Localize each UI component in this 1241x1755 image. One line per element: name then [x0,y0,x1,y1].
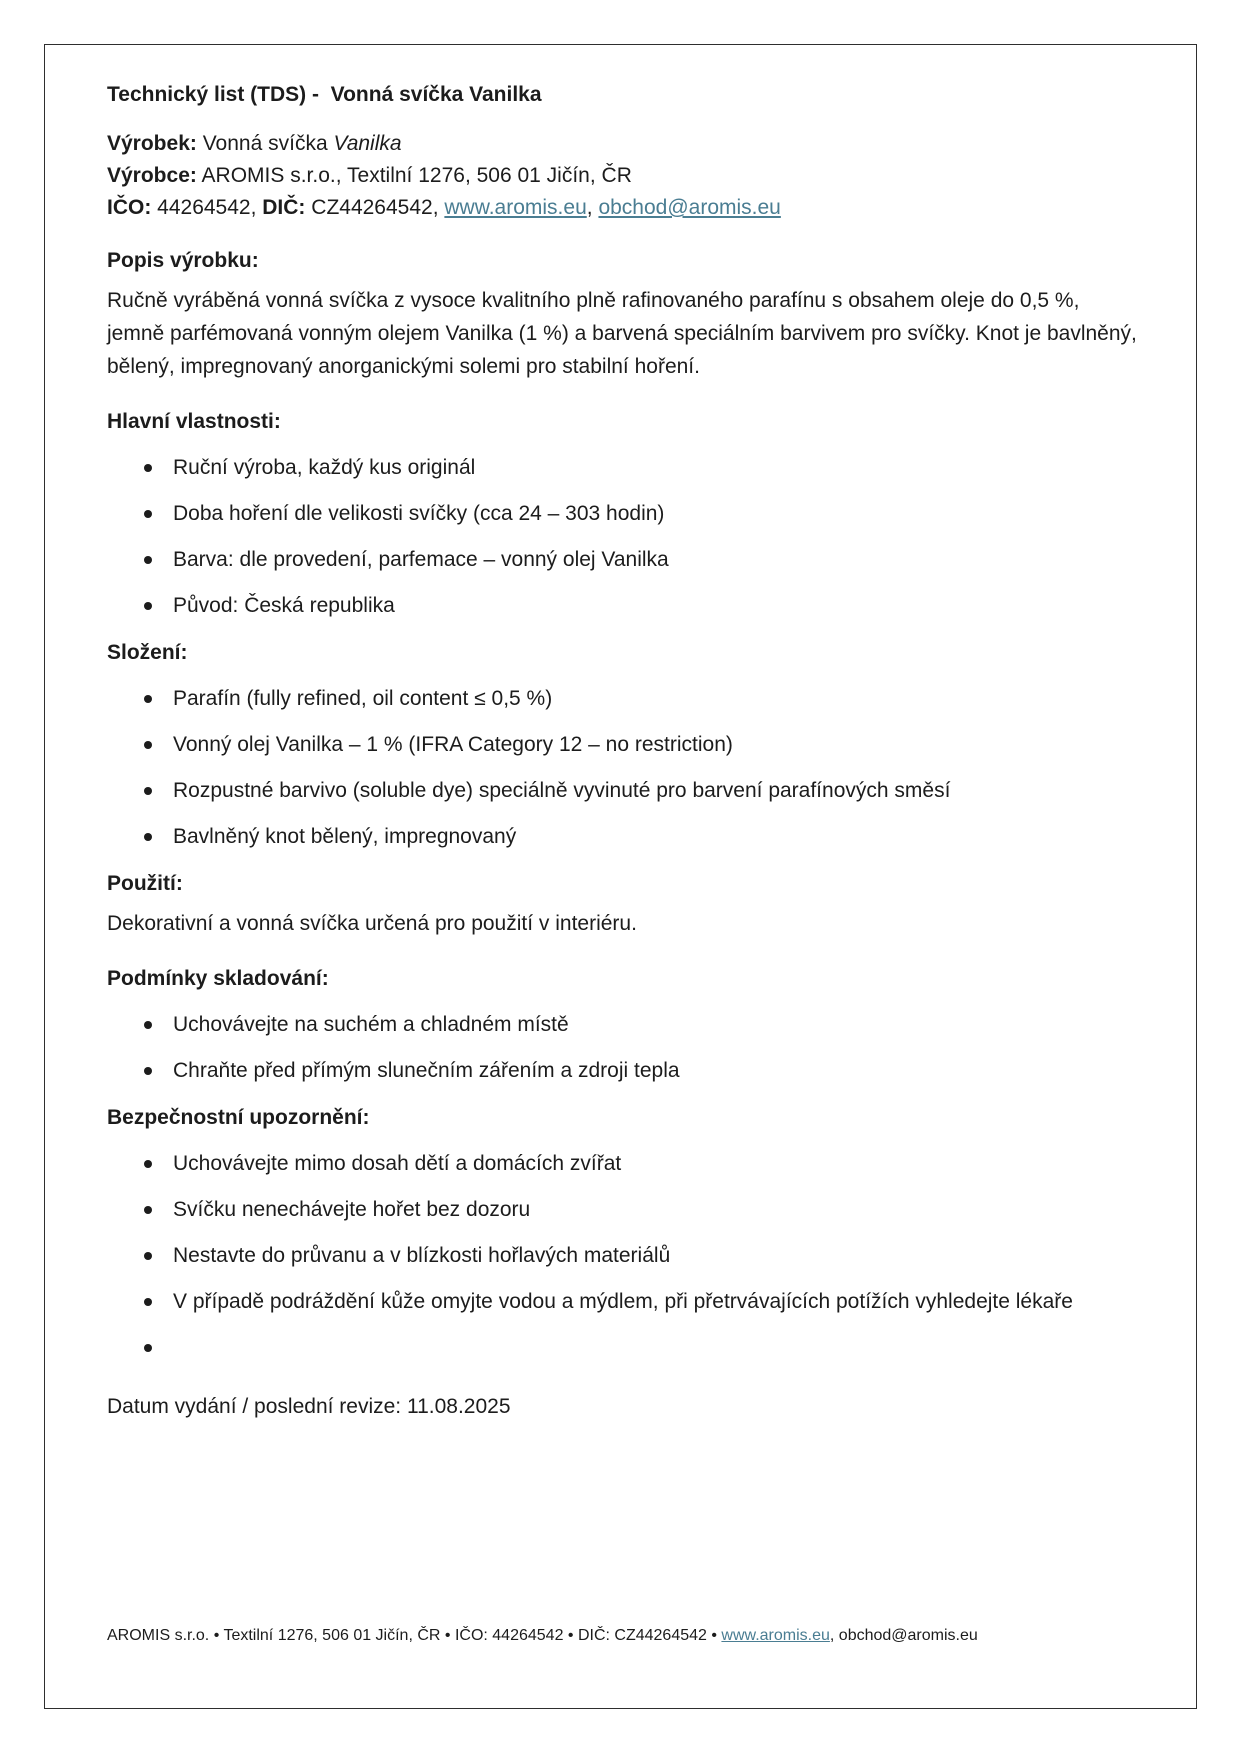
list-item-text: Chraňte před přímým slunečním zářením a zdroji tepla [173,1059,680,1082]
bullet-icon [144,695,152,703]
section-heading-usage: Použití: [107,872,183,895]
list-item-text: Barva: dle provedení, parfemace – vonný olej Vanilka [173,548,669,571]
list-item [107,682,1137,715]
ico-value: 44264542, [151,196,263,219]
email-link[interactable]: obchod@aromis.eu [598,196,781,219]
section-heading-properties: Hlavní vlastnosti: [107,410,281,433]
links-separator: , [586,196,599,219]
bullet-icon [144,741,152,749]
bullet-icon [144,1021,152,1029]
section-heading-composition: Složení: [107,641,188,664]
storage-list [107,1008,1137,1087]
bullet-icon [144,510,152,518]
list-item-text: Původ: Česká republika [173,594,395,617]
document-content [107,80,1143,1444]
list-item [107,543,1137,576]
section-heading-storage: Podmínky skladování: [107,967,329,990]
manufacturer-label: Výrobce: [107,164,197,187]
page-footer [107,1625,1137,1647]
ico-label: IČO: [107,196,152,219]
list-item [107,728,1137,761]
registration-line [107,192,1137,224]
bullet-icon [144,1206,152,1214]
list-item-text: Uchovávejte na suchém a chladném místě [173,1013,569,1036]
list-item-text: Rozpustné barvivo (soluble dye) speciálně vyvinuté pro barvení parafínových směsí [173,779,951,802]
safety-list [107,1147,1137,1364]
website-link[interactable]: www.aromis.eu [444,196,587,219]
bullet-icon [144,1298,152,1306]
product-label: Výrobek: [107,132,197,155]
product-variant: Vanilka [333,132,402,155]
section-heading-safety: Bezpečnostní upozornění: [107,1106,370,1129]
list-item [107,497,1137,530]
list-item-text: Doba hoření dle velikosti svíčky (cca 24 – 303 hodin) [173,502,665,525]
section-heading-description: Popis výrobku: [107,249,259,272]
product-line [107,128,1137,160]
document-title: Technický list (TDS) - Vonná svíčka Vanilka [107,83,542,106]
list-item [107,1285,1137,1318]
usage-paragraph: Dekorativní a vonná svíčka určená pro použití v interiéru. [107,912,637,935]
list-item-text: V případě podráždění kůže omyjte vodou a mýdlem, při přetrvávajících potížích vyhledejte lékaře [173,1290,1073,1313]
bullet-icon [144,1067,152,1075]
bullet-icon [144,464,152,472]
manufacturer-line [107,160,1137,192]
composition-list [107,682,1137,853]
list-item-text: Bavlněný knot bělený, impregnovaný [173,825,517,848]
list-item-text: Svíčku nenechávejte hořet bez dozoru [173,1198,531,1221]
footer-text-after: , obchod@aromis.eu [829,1627,978,1644]
bullet-icon [144,1160,152,1168]
list-item [107,774,1137,807]
list-item [107,1193,1137,1226]
list-item [107,1008,1137,1041]
list-item [107,1147,1137,1180]
list-item [107,820,1137,853]
bullet-icon [144,1344,152,1352]
bullet-icon [144,1252,152,1260]
dic-label: DIČ: [262,196,306,219]
bullet-icon [144,833,152,841]
list-item [107,1331,1137,1364]
bullet-icon [144,602,152,610]
properties-list [107,451,1137,622]
dic-value: CZ44264542, [305,196,445,219]
bullet-icon [144,787,152,795]
list-item-text: Parafín (fully refined, oil content ≤ 0,5 %) [173,687,553,710]
list-item [107,451,1137,484]
product-info-block [107,128,1137,224]
list-item [107,1054,1137,1087]
product-value: Vonná svíčka [196,132,334,155]
footer-text-before: AROMIS s.r.o. • Textilní 1276, 506 01 Jičín, ČR • IČO: 44264542 • DIČ: CZ44264542 • [107,1627,722,1644]
bullet-icon [144,556,152,564]
list-item [107,589,1137,622]
list-item-text: Vonný olej Vanilka – 1 % (IFRA Category 12 – no restriction) [173,733,733,756]
list-item-text: Nestavte do průvanu a v blízkosti hořlavých materiálů [173,1244,671,1267]
list-item-text: Uchovávejte mimo dosah dětí a domácích zvířat [173,1152,622,1175]
revision-date-line: Datum vydání / poslední revize: 11.08.2025 [107,1395,511,1418]
description-paragraph: Ručně vyráběná vonná svíčka z vysoce kvalitního plně rafinovaného parafínu s obsahem oleje do 0,5 %, jemně parfémovaná vonným olejem Vanilka (1 %) a barvená speciálním barvivem pro svíčky. Knot je bavlněný, bělený, impregnovaný anorganickými solemi pro stabilní hoření. [107,289,1143,378]
list-item [107,1239,1137,1272]
footer-website-link[interactable]: www.aromis.eu [721,1627,830,1644]
manufacturer-value: AROMIS s.r.o., Textilní 1276, 506 01 Jičín, ČR [196,164,632,187]
list-item-text: Ruční výroba, každý kus originál [173,456,476,479]
